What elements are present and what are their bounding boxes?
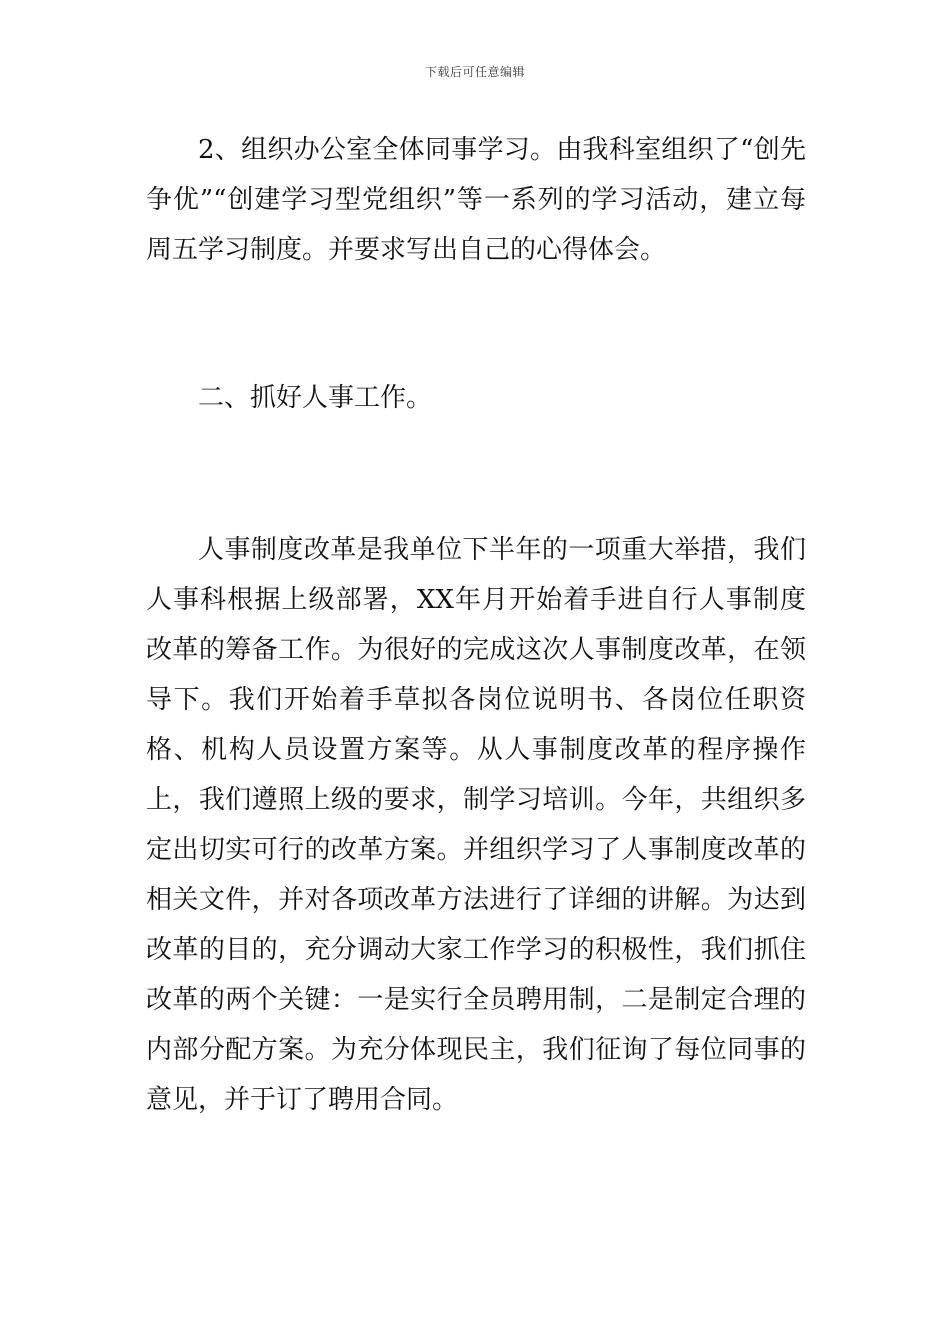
header-note: 下载后可任意编辑 [424, 65, 525, 79]
paragraph-personnel-reform: 人事制度改革是我单位下半年的一项重大举措，我们人事科根据上级部署，XX年月开始着手进自行人事制度改革的筹备工作。为很好的完成这次人事制度改革，在领导下。我们开始着手草拟各岗位说明书、各岗位任职资格、机构人员设置方案等。从人事制度改革的程序操作上，我们遵照上级的要求，制学习培训。今年，共组织多定出切实可行的改革方案。并组织学习了人事制度改革的相关文件，并对各项改革方法进行了详细的讲解。为达到改革的目的，充分调动大家工作学习的积极性，我们抓住改革的两个关键：一是实行全员聘用制，二是制定合理的内部分配方案。为充分体现民主，我们征询了每位同事的意见，并于订了聘用合同。 [146, 535, 806, 1115]
section-heading-personnel-work: 二、抓好人事工作。 [198, 383, 433, 413]
paragraph-study-organization: 2、组织办公室全体同事学习。由我科室组织了“创先争优”“创建学习型党组织”等一系列的学习活动，建立每周五学习制度。并要求写出自己的心得体会。 [146, 135, 806, 265]
